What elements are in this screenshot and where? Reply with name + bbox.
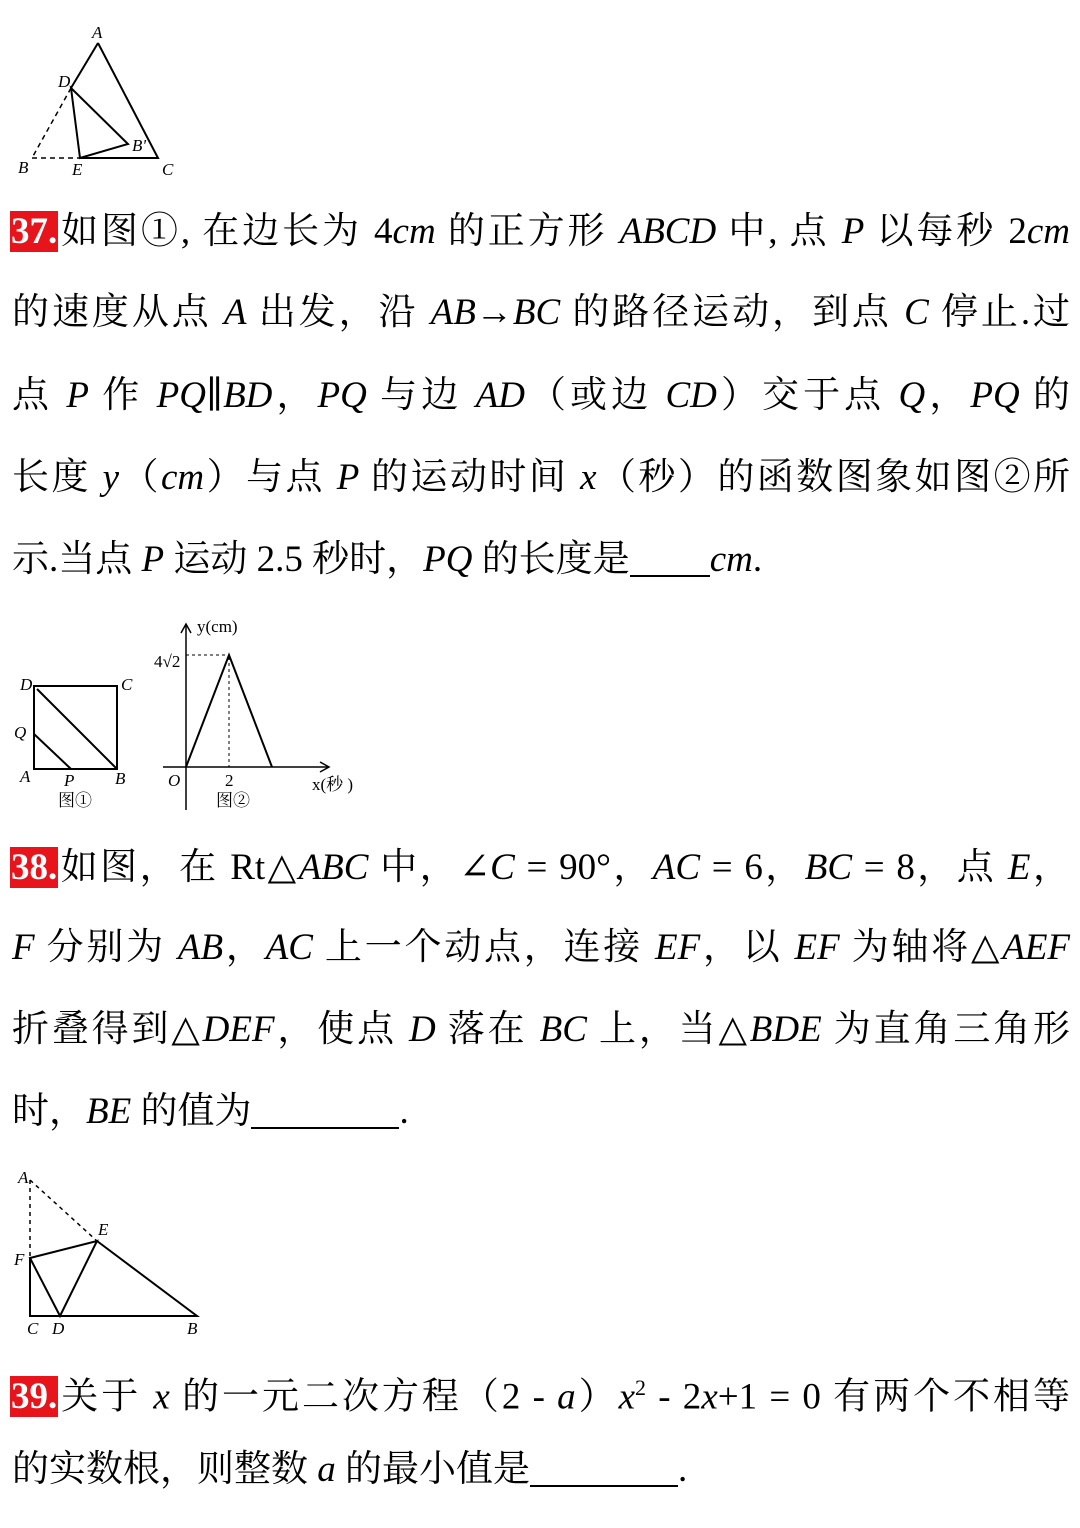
text-segment: （或边	[524, 375, 666, 416]
text-segment: 的路径运动，到点	[560, 292, 905, 333]
text-segment: 运动 2.5 秒时，	[164, 539, 424, 580]
text-segment: AD	[475, 375, 525, 416]
text-segment: P	[841, 211, 865, 252]
text-segment: 作	[88, 375, 157, 416]
label: B'	[132, 136, 147, 155]
text-segment: ）交于点	[716, 375, 899, 416]
text-segment: 的实数根，则整数	[12, 1449, 318, 1490]
text-segment: 的速度从点	[12, 292, 224, 333]
text-segment: 时，	[12, 1091, 86, 1132]
label: A	[20, 767, 31, 786]
answer-blank[interactable]	[630, 535, 710, 577]
text-segment: ，使点	[274, 1009, 410, 1050]
text-segment: 与边	[366, 375, 476, 416]
text-segment: EF	[655, 927, 701, 968]
text-segment: 的长度是	[472, 539, 630, 580]
text-segment: 分别为	[34, 927, 178, 968]
text-segment: CD	[665, 375, 717, 416]
x-axis-label: x(秒 )	[312, 775, 354, 794]
question-number: 39.	[11, 1376, 58, 1418]
text-segment: cm	[161, 457, 205, 498]
text-segment: A	[223, 292, 247, 333]
label: B	[115, 769, 126, 788]
text-segment: y	[102, 457, 120, 498]
question-number: 37.	[11, 211, 58, 252]
x-tick: 2	[225, 771, 234, 790]
text-segment: 的	[1019, 375, 1071, 416]
text-segment: a	[317, 1449, 336, 1490]
text-segment: 出发，沿	[246, 292, 431, 333]
text-segment: P	[66, 375, 89, 416]
label: B	[187, 1319, 198, 1338]
text-segment: ，以	[700, 927, 795, 968]
text-segment: C	[490, 847, 515, 888]
question-line	[12, 1005, 1070, 1055]
question-number: 38.	[11, 847, 58, 888]
text-segment: BC	[539, 1009, 587, 1050]
question-line	[12, 1363, 1070, 1422]
peak-label: 4√2	[154, 652, 181, 671]
text-segment: F	[12, 927, 35, 968]
text-segment: AEF	[1002, 927, 1071, 968]
label: P	[64, 771, 75, 790]
text-segment: 点	[12, 375, 67, 416]
label: C	[121, 675, 133, 694]
text-segment: 的一元二次方程（2 -	[169, 1376, 558, 1418]
question-line	[12, 1445, 1070, 1495]
origin-label: O	[168, 771, 181, 790]
figure-37	[0, 610, 380, 820]
text-segment: 中，∠	[368, 847, 491, 888]
caption: 图②	[216, 791, 250, 810]
label: B	[18, 158, 29, 177]
label: A	[92, 23, 103, 42]
text-segment: cm	[392, 211, 436, 252]
text-segment: 为轴将△	[839, 927, 1003, 968]
text-segment: ）与点	[204, 457, 337, 498]
text-segment: BE	[86, 1091, 132, 1132]
text-segment: PQ	[970, 375, 1020, 416]
question-line	[12, 843, 1070, 893]
answer-blank[interactable]	[251, 1087, 399, 1129]
text-segment: PQ∥BD	[156, 375, 273, 416]
text-segment: ，	[223, 927, 266, 968]
answer-blank[interactable]	[530, 1445, 678, 1487]
caption: 图①	[58, 791, 92, 810]
text-segment: .	[752, 539, 763, 580]
text-segment: a	[557, 1376, 576, 1418]
text-segment: E	[1007, 847, 1031, 888]
text-segment: x	[580, 457, 597, 498]
label: F	[14, 1250, 25, 1269]
text-segment: 折叠得到△	[12, 1009, 203, 1050]
text-segment: ，	[1030, 847, 1070, 888]
text-segment: 如图，在 Rt△	[58, 847, 299, 888]
text-segment: C	[904, 292, 929, 333]
text-segment: 落在	[435, 1009, 540, 1050]
figure-folded-triangle	[10, 20, 190, 185]
label: A	[18, 1168, 29, 1187]
text-segment: cm	[1026, 211, 1071, 252]
text-segment: D	[409, 1009, 436, 1050]
question-line	[12, 535, 1070, 585]
text-segment: DEF	[202, 1009, 275, 1050]
text-segment: 停止.过	[928, 292, 1071, 333]
text-segment: - 2	[646, 1376, 702, 1418]
text-segment: PQ	[423, 539, 473, 580]
text-segment: AB	[177, 927, 224, 968]
text-segment: 的正方形	[435, 211, 620, 252]
text-segment: 如图①, 在边长为 4	[58, 211, 393, 252]
question-line	[12, 207, 1070, 257]
label: D	[58, 72, 71, 91]
text-segment: x	[153, 1376, 170, 1418]
y-axis-label: y(cm)	[197, 617, 238, 636]
text-segment: 上，当△	[586, 1009, 750, 1050]
question-line	[12, 1087, 1070, 1137]
text-segment: PQ	[317, 375, 367, 416]
text-segment: EF	[794, 927, 840, 968]
label: E	[98, 1220, 109, 1239]
text-segment: 的最小值是	[335, 1449, 530, 1490]
text-segment: 长度	[12, 457, 103, 498]
text-segment: P	[336, 457, 360, 498]
question-line	[12, 923, 1070, 973]
label: E	[72, 160, 83, 179]
question-line	[12, 288, 1070, 338]
text-segment: ABC	[298, 847, 369, 888]
text-segment: BC	[804, 847, 853, 888]
text-segment: x	[618, 1376, 636, 1418]
text-segment: （秒）的函数图象如图②所	[596, 457, 1071, 498]
text-segment: 以每秒 2	[864, 211, 1027, 252]
label: C	[27, 1319, 39, 1338]
label: D	[20, 675, 33, 694]
text-segment: .	[399, 1091, 409, 1132]
label: Q	[14, 723, 27, 742]
text-segment: （	[119, 457, 161, 498]
question-line	[12, 371, 1070, 421]
text-segment: .	[678, 1449, 688, 1490]
text-segment: 的运动时间	[359, 457, 581, 498]
text-segment: x	[701, 1376, 718, 1418]
text-segment: ，	[925, 375, 971, 416]
text-segment: 关于	[58, 1376, 154, 1418]
question-line	[12, 453, 1070, 503]
text-segment: 为直角三角形	[821, 1009, 1070, 1050]
text-segment: AB→BC	[430, 292, 561, 333]
text-segment: Q	[898, 375, 926, 416]
text-segment: = 90°，	[514, 847, 653, 888]
text-segment: ABCD	[619, 211, 717, 252]
text-segment: 中, 点	[716, 211, 842, 252]
text-segment: = 6，	[700, 847, 805, 888]
text-segment: P	[141, 539, 165, 580]
text-segment: 的值为	[131, 1091, 252, 1132]
text-segment: BDE	[749, 1009, 822, 1050]
text-segment: 示.当点	[12, 539, 142, 580]
figure-38	[0, 1165, 220, 1340]
text-segment: = 8，点	[852, 847, 1008, 888]
text-segment: +1 = 0 有两个不相等	[717, 1376, 1071, 1418]
text-segment: ，	[272, 375, 318, 416]
text-segment: 上一个动点，连接	[312, 927, 656, 968]
text-segment: AC	[652, 847, 701, 888]
label: C	[162, 160, 174, 179]
text-segment: ）	[575, 1376, 619, 1418]
label: D	[52, 1319, 65, 1338]
text-segment: AC	[265, 927, 313, 968]
text-segment: cm	[709, 539, 753, 580]
text-segment: 2	[635, 1375, 647, 1400]
